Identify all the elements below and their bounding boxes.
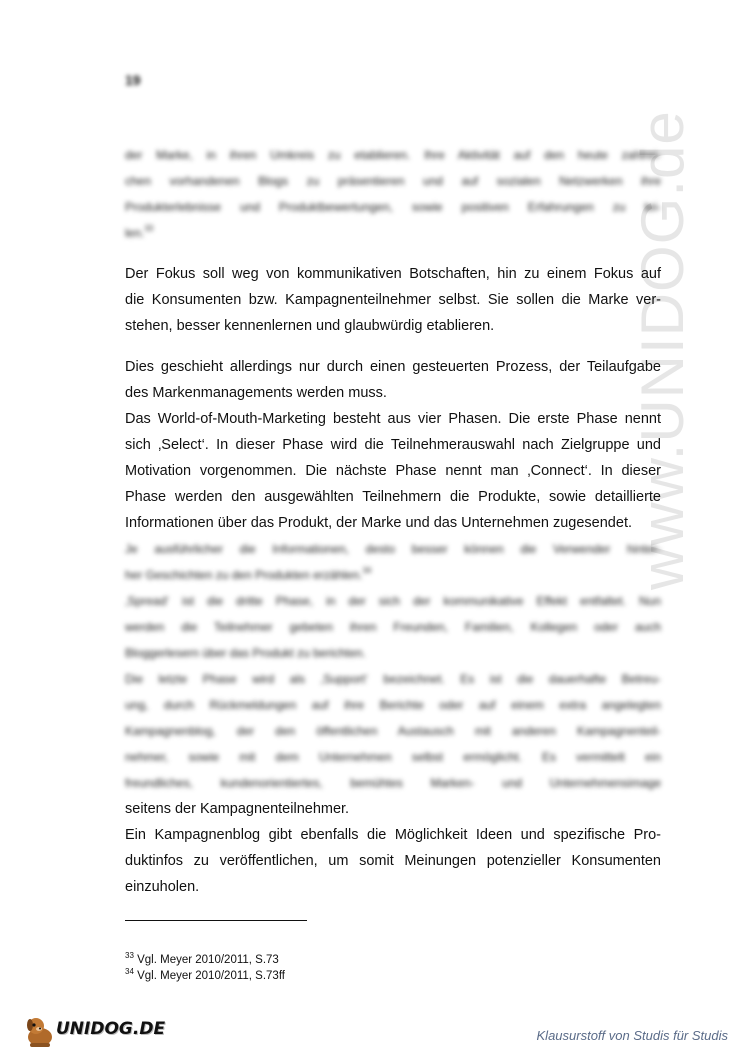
dog-icon <box>22 1013 58 1049</box>
footnote <box>125 968 285 984</box>
watermark: www.UNIDOG.de <box>629 110 696 590</box>
text-line: Produkterlebnisse und Produktbewertungen, sowie positiven Erfahrungen zu tei- <box>125 200 661 214</box>
footnotes <box>125 952 285 984</box>
text-line: ‚Spread‘ ist die dritte Phase, in der sich der kommunikative Effekt entfaltet. Nun <box>125 594 661 608</box>
text-line: Dies geschieht allerdings nur durch einen gesteuerten Prozess, der Teilaufgabe <box>125 359 661 375</box>
footnote <box>125 952 285 968</box>
text-line: nehmer, sowie mit dem Unternehmen selbst ermöglicht. Es vermittelt ein <box>125 750 661 764</box>
text-line: Ein Kampagnenblog gibt ebenfalls die Möglichkeit Ideen und spezifische Pro- <box>125 827 661 843</box>
paragraph-phasen <box>125 354 661 536</box>
text-line: Die letzte Phase wird als ‚Support‘ bezeichnet. Es ist die dauerhafte Betreu- <box>125 672 661 686</box>
text-line: werden die Teilnehmer gebeten ihren Freunden, Familien, Kollegen oder auch <box>125 620 661 634</box>
blurred-paragraph-top <box>125 142 661 246</box>
text-line: der Marke, in ihren Umkreis zu etablieren. Ihre Aktivität auf den heute zahlrei- <box>125 148 661 162</box>
text-line: duktinfos zu veröffentlichen, um somit Meinungen potenzieller Konsumenten <box>125 853 661 869</box>
footnote-divider <box>125 920 307 921</box>
page-number: 19 <box>125 72 141 88</box>
text-line: die Konsumenten bzw. Kampagnenteilnehmer selbst. Sie sollen die Marke ver- <box>125 292 661 308</box>
text-line: Motivation vorgenommen. Die nächste Phase nennt man ‚Connect‘. In dieser <box>125 463 661 479</box>
text-line: Bloggerlesern über das Produkt zu berichten. <box>125 646 366 660</box>
text-line: Je ausführlicher die Informationen, desto besser können die Verwender hinter- <box>125 542 661 556</box>
text-line: Informationen über das Produkt, der Marke und das Unternehmen zugesendet. <box>125 515 632 531</box>
text-line: Das World-of-Mouth-Marketing besteht aus vier Phasen. Die erste Phase nennt <box>125 411 661 427</box>
footnote-ref: 34 <box>362 566 372 575</box>
text-line: her Geschichten zu den Produkten erzählen.$^{34}$ <box>125 566 372 582</box>
text-line: sich ‚Select‘. In dieser Phase wird die Teilnehmerauswahl nach Zielgruppe und <box>125 437 661 453</box>
blurred-paragraph-middle <box>125 536 661 796</box>
text-line: Kampagnenblog, der den öffentlichen Austausch mit anderen Kampagnenteil- <box>125 724 661 738</box>
paragraph-kampagnenblog <box>125 796 661 900</box>
footnote-text: Vgl. Meyer 2010/2011, S.73ff <box>137 970 286 982</box>
footnote-number: 34 <box>125 967 134 976</box>
footnote-ref: 33 <box>144 224 154 233</box>
text-line: freundliches, kundenorientiertes, bemühtes Marken- und Unternehmensimage <box>125 776 661 790</box>
text-line: des Markenmanagements werden muss. <box>125 385 387 401</box>
footnote-text: Vgl. Meyer 2010/2011, S.73 <box>137 954 279 966</box>
text-line: einzuholen. <box>125 879 200 895</box>
text-line: Der Fokus soll weg von kommunikativen Botschaften, hin zu einem Fokus auf <box>125 266 661 282</box>
text-line: len.$^{33}$ <box>125 224 154 240</box>
text-line: seitens der Kampagnenteilnehmer. <box>125 801 350 817</box>
footnote-number: 33 <box>125 951 134 960</box>
text-line: Phase werden den ausgewählten Teilnehmern die Produkte, sowie detaillierte <box>125 489 661 505</box>
logo-text: UNIDOG.DE <box>56 1019 166 1039</box>
text-line: stehen, besser kennenlernen und glaubwürdig etablieren. <box>125 318 495 334</box>
text-line: chen vorhandenen Blogs zu präsentieren und auf sozialen Netzwerken ihre <box>125 174 661 188</box>
footer-tagline: Klausurstoff von Studis für Studis <box>536 1028 728 1043</box>
paragraph-fokus <box>125 261 661 339</box>
text-line: ung, durch Rückmeldungen auf ihre Berichte oder auf einem extra angelegten <box>125 698 661 712</box>
unidog-logo <box>22 1013 166 1049</box>
